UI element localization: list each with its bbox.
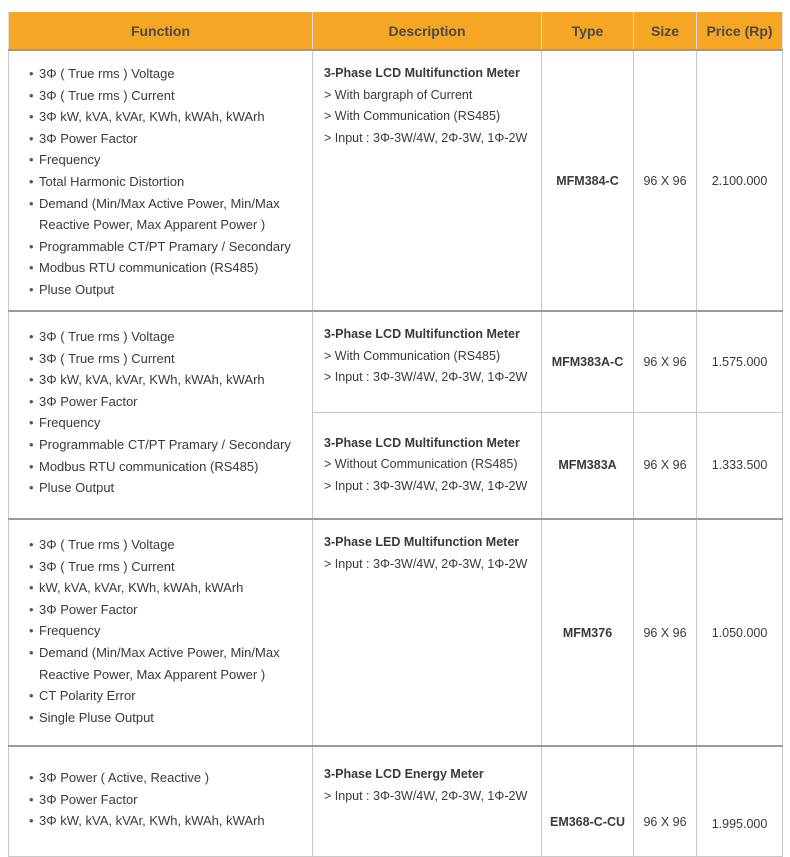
function-item: • Frequency — [29, 412, 304, 434]
function-item: • 3Φ kW, kVA, kVAr, KWh, kWAh, kWArh — [29, 369, 304, 391]
function-item: • 3Φ ( True rms ) Current — [29, 348, 304, 370]
header-size: Size — [634, 12, 697, 50]
function-list — [29, 63, 304, 301]
description-title: 3-Phase LCD Multifunction Meter — [324, 66, 520, 80]
function-cell — [9, 746, 313, 856]
function-item: • 3Φ Power Factor — [29, 789, 304, 811]
description-line: > Without Communication (RS485) — [324, 457, 518, 472]
function-cell — [9, 519, 313, 746]
description-line: > Input : 3Φ-3W/4W, 2Φ-3W, 1Φ-2W — [324, 370, 528, 385]
function-item: • Programmable CT/PT Pramary / Secondary — [29, 236, 304, 258]
function-item: • 3Φ kW, kVA, kVAr, KWh, kWAh, kWArh — [29, 810, 304, 832]
description-line: > Input : 3Φ-3W/4W, 2Φ-3W, 1Φ-2W — [324, 478, 528, 493]
function-item-continued: Reactive Power, Max Apparent Power ) — [39, 666, 266, 682]
function-item: • Single Pluse Output — [29, 707, 304, 729]
function-item: • Demand (Min/Max Active Power, Min/Max — [29, 193, 304, 215]
function-cell — [9, 311, 313, 519]
description-cell — [313, 412, 542, 519]
function-item: • 3Φ ( True rms ) Current — [29, 556, 304, 578]
function-list — [29, 767, 304, 832]
function-list — [29, 534, 304, 728]
type-cell: MFM384-C — [542, 50, 634, 311]
table-row — [9, 519, 783, 746]
description-cell — [313, 519, 542, 746]
table-row — [9, 746, 783, 856]
function-item: • Frequency — [29, 620, 304, 642]
type-cell: MFM383A — [542, 412, 634, 519]
function-item: • Total Harmonic Distortion — [29, 171, 304, 193]
function-item: • 3Φ ( True rms ) Voltage — [29, 63, 304, 85]
function-item: • Programmable CT/PT Pramary / Secondary — [29, 434, 304, 456]
description-line: > Input : 3Φ-3W/4W, 2Φ-3W, 1Φ-2W — [324, 130, 528, 145]
table-row — [9, 50, 783, 311]
function-item: • kW, kVA, kVAr, KWh, kWAh, kWArh — [29, 577, 304, 599]
price-table — [8, 12, 783, 857]
function-item-continued: Reactive Power, Max Apparent Power ) — [39, 217, 266, 233]
description-cell — [313, 50, 542, 311]
size-cell: 96 X 96 — [634, 519, 697, 746]
size-cell: 96 X 96 — [634, 311, 697, 412]
price-cell: 1.050.000 — [697, 519, 783, 746]
function-list — [29, 326, 304, 499]
function-item: • Modbus RTU communication (RS485) — [29, 257, 304, 279]
price-cell: 1.575.000 — [697, 311, 783, 412]
description-title: 3-Phase LED Multifunction Meter — [324, 535, 520, 549]
size-cell: 96 X 96 — [634, 412, 697, 519]
size-cell: 96 X 96 — [634, 746, 697, 856]
function-item: • Frequency — [29, 149, 304, 171]
description-title: 3-Phase LCD Multifunction Meter — [324, 435, 520, 450]
function-item: • 3Φ kW, kVA, kVAr, KWh, kWAh, kWArh — [29, 106, 304, 128]
function-item: • Pluse Output — [29, 279, 304, 301]
price-cell: 1.333.500 — [697, 412, 783, 519]
size-cell: 96 X 96 — [634, 50, 697, 311]
type-cell: MFM383A-C — [542, 311, 634, 412]
function-item: • CT Polarity Error — [29, 685, 304, 707]
function-item: • 3Φ ( True rms ) Current — [29, 85, 304, 107]
function-item: • Modbus RTU communication (RS485) — [29, 456, 304, 478]
function-item: • Demand (Min/Max Active Power, Min/Max — [29, 642, 304, 664]
table-header — [9, 12, 783, 50]
function-item: • 3Φ ( True rms ) Voltage — [29, 534, 304, 556]
description-cell — [313, 311, 542, 412]
header-price: Price (Rp) — [697, 12, 783, 50]
function-item: • Pluse Output — [29, 477, 304, 499]
price-cell: 2.100.000 — [697, 50, 783, 311]
function-item: • 3Φ Power Factor — [29, 599, 304, 621]
description-title: 3-Phase LCD Multifunction Meter — [324, 327, 520, 341]
header-type: Type — [542, 12, 634, 50]
function-item: • 3Φ Power Factor — [29, 128, 304, 150]
description-line: > Input : 3Φ-3W/4W, 2Φ-3W, 1Φ-2W — [324, 788, 528, 803]
header-function: Function — [9, 12, 313, 50]
description-line: > With bargraph of Current — [324, 87, 473, 102]
type-cell: MFM376 — [542, 519, 634, 746]
description-title: 3-Phase LCD Energy Meter — [324, 767, 484, 781]
description-line: > With Communication (RS485) — [324, 348, 501, 363]
header-description: Description — [313, 12, 542, 50]
price-cell: 1.995.000 — [697, 746, 783, 856]
function-item: • 3Φ Power ( Active, Reactive ) — [29, 767, 304, 789]
type-cell: EM368-C-CU — [542, 746, 634, 856]
description-line: > With Communication (RS485) — [324, 109, 501, 124]
table-row — [9, 311, 783, 412]
description-cell — [313, 746, 542, 856]
function-item: • 3Φ Power Factor — [29, 391, 304, 413]
description-line: > Input : 3Φ-3W/4W, 2Φ-3W, 1Φ-2W — [324, 556, 528, 571]
function-cell — [9, 50, 313, 311]
function-item: • 3Φ ( True rms ) Voltage — [29, 326, 304, 348]
